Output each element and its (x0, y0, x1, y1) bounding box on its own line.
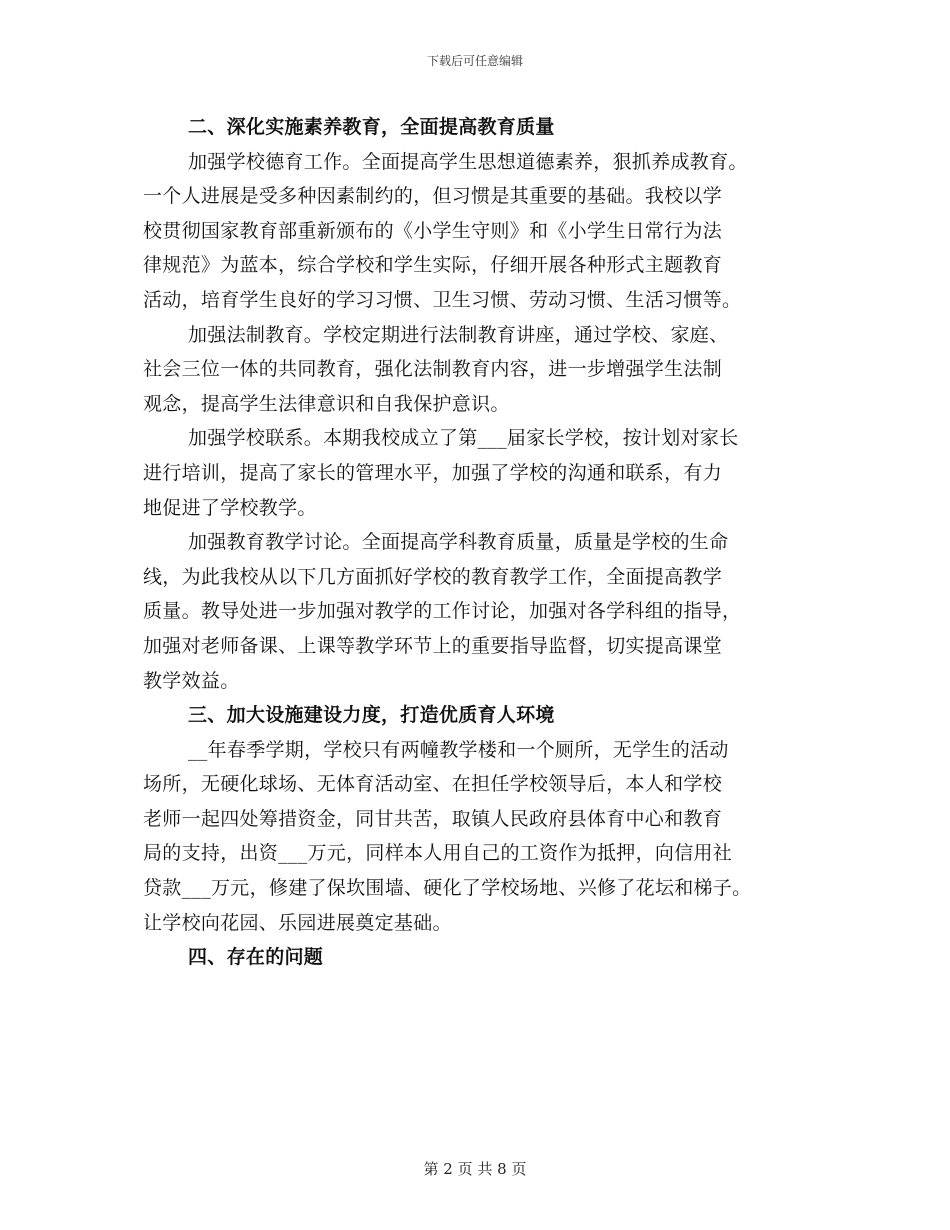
text-line: 老师一起四处筹措资金，同甘共苦，取镇人民政府县体育中心和教育 (143, 807, 723, 830)
text-line: 加强教育教学讨论。全面提高学科教育质量，质量是学校的生命 (188, 531, 729, 554)
text-line: 质量。教导处进一步加强对教学的工作讨论，加强对各学科组的指导， (143, 600, 742, 623)
text-line: 教学效益。 (143, 669, 240, 692)
text-line: 加强学校德育工作。全面提高学生思想道德素养，狠抓养成教育。 (188, 150, 748, 173)
text-line: 进行培训，提高了家长的管理水平，加强了学校的沟通和联系，有力 (143, 461, 723, 484)
document-body (143, 110, 823, 975)
page-header: 下载后可任意编辑 (426, 54, 523, 68)
text-line: 社会三位一体的共同教育，强化法制教育内容，进一步增强学生法制 (143, 358, 723, 381)
section-heading: 二、深化实施素养教育，全面提高教育质量 (188, 116, 555, 138)
text-line: 加强法制教育。学校定期进行法制教育讲座，通过学校、家庭、 (188, 323, 729, 346)
text-line: 一个人进展是受多种因素制约的，但习惯是其重要的基础。我校以学 (143, 185, 723, 208)
text-line: 律规范》为蓝本，综合学校和学生实际，仔细开展各种形式主题教育 (143, 254, 723, 277)
section-heading: 三、加大设施建设力度，打造优质育人环境 (188, 704, 555, 727)
text-line: 加强对老师备课、上课等教学环节上的重要指导监督，切实提高课堂 (143, 634, 723, 657)
text-line: 校贯彻国家教育部重新颁布的《小学生守则》和《小学生日常行为法 (143, 219, 723, 242)
text-line: 贷款___万元，修建了保坎围墙、硬化了学校场地、兴修了花坛和梯子。 (143, 877, 752, 900)
text-line: 场所，无硬化球场、无体育活动室、在担任学校领导后，本人和学校 (143, 773, 723, 796)
text-line: 加强学校联系。本期我校成立了第___届家长学校，按计划对家长 (188, 427, 739, 450)
text-line: 线，为此我校从以下几方面抓好学校的教育教学工作，全面提高教学 (143, 565, 723, 588)
text-line: 地促进了学校教学。 (143, 496, 317, 519)
text-line: __年春季学期，学校只有两幢教学楼和一个厕所，无学生的活动 (188, 738, 729, 761)
text-line: 观念，提高学生法律意识和自我保护意识。 (143, 392, 510, 415)
text-line: 活动，培育学生良好的学习习惯、卫生习惯、劳动习惯、生活习惯等。 (143, 288, 742, 311)
text-line: 让学校向花园、乐园进展奠定基础。 (143, 911, 452, 934)
page-footer: 第 2 页 共 8 页 (423, 1160, 527, 1178)
section-heading: 四、存在的问题 (188, 946, 324, 969)
text-line: 局的支持，出资___万元，同样本人用自己的工资作为抵押，向信用社 (143, 842, 733, 865)
